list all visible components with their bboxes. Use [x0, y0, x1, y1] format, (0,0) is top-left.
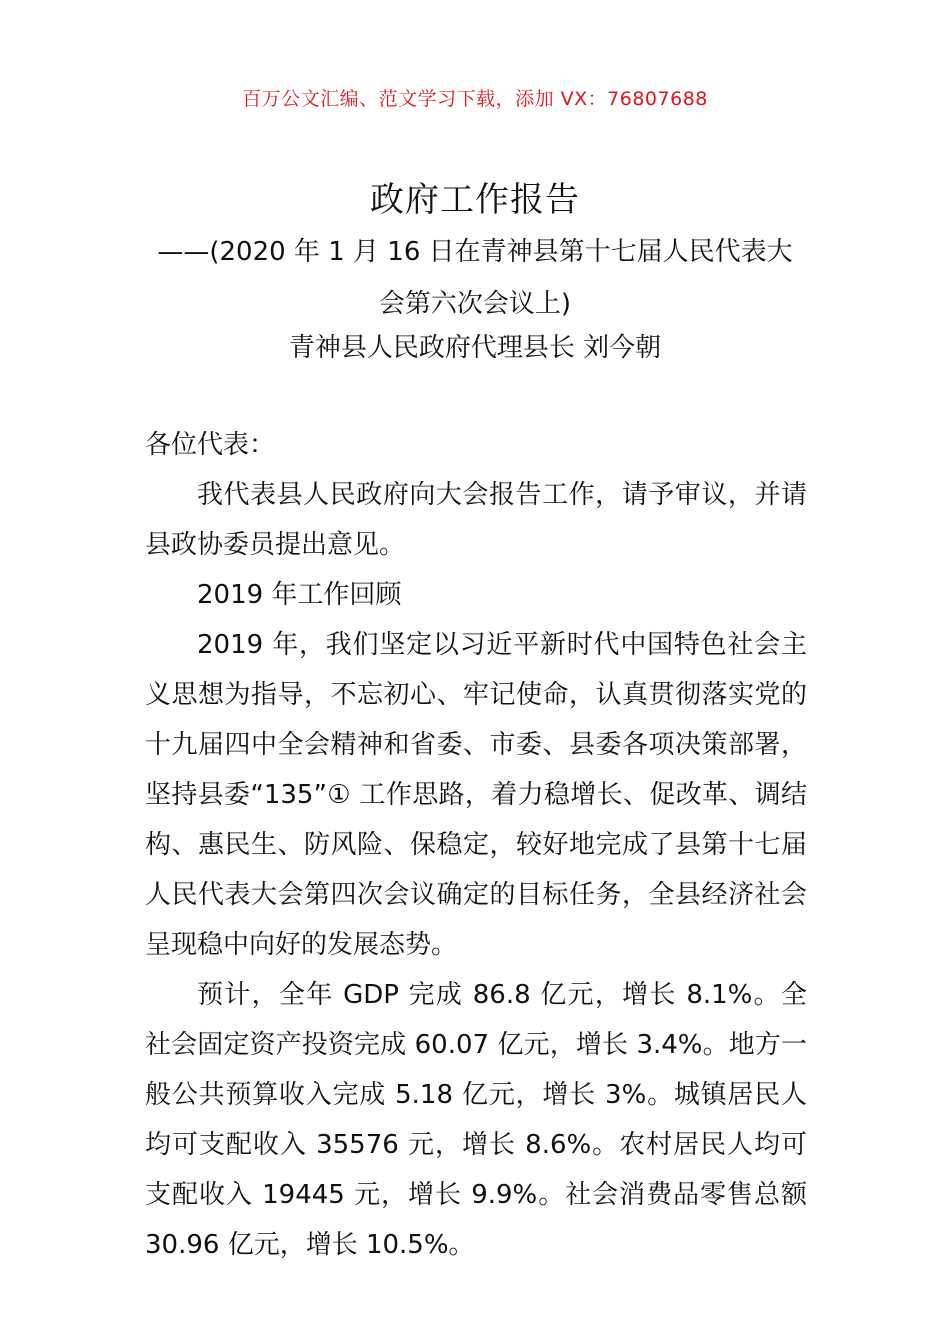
paragraph-statistics: 预计，全年 GDP 完成 86.8 亿元，增长 8.1%。全社会固定资产投资完成 60.07 亿元，增长 3.4%。地方一般公共预算收入完成 5.18 亿元，增长 3%。城镇居民人均可支配收入 35576 元，增长 8.6%。农村居民人均可支配收入 19445 元，增长 9.9%。社会消费品零售总额 30.96 亿元，增长 10.5%。: [145, 980, 807, 1260]
document-author: 青神县人民政府代理县长 刘今朝: [288, 333, 662, 363]
paragraph-intro: 我代表县人民政府向大会报告工作，请予审议，并请县政协委员提出意见。: [145, 480, 807, 560]
paragraph-review: 2019 年，我们坚定以习近平新时代中国特色社会主义思想为指导，不忘初心、牢记使命，认真贯彻落实党的十九届四中全会精神和省委、市委、县委各项决策部署，坚持县委“135”① 工作思路，着力稳增长、促改革、调结构、惠民生、防风险、保稳定，较好地完成了县第十七届人民代表大会第四次会议确定的目标任务，全县经济社会呈现稳中向好的发展态势。: [145, 630, 807, 960]
document-subtitle: ——(2020 年 1 月 16 日在青神县第十七届人民代表大会第六次会议上): [157, 237, 793, 319]
document-title: 政府工作报告: [370, 180, 580, 220]
document-body: [145, 420, 807, 1270]
salutation: 各位代表：: [145, 430, 276, 460]
section-heading: 2019 年工作回顾: [197, 580, 402, 610]
watermark-header: 百万公文汇编、范文学习下载，添加 VX：76807688: [242, 88, 708, 110]
